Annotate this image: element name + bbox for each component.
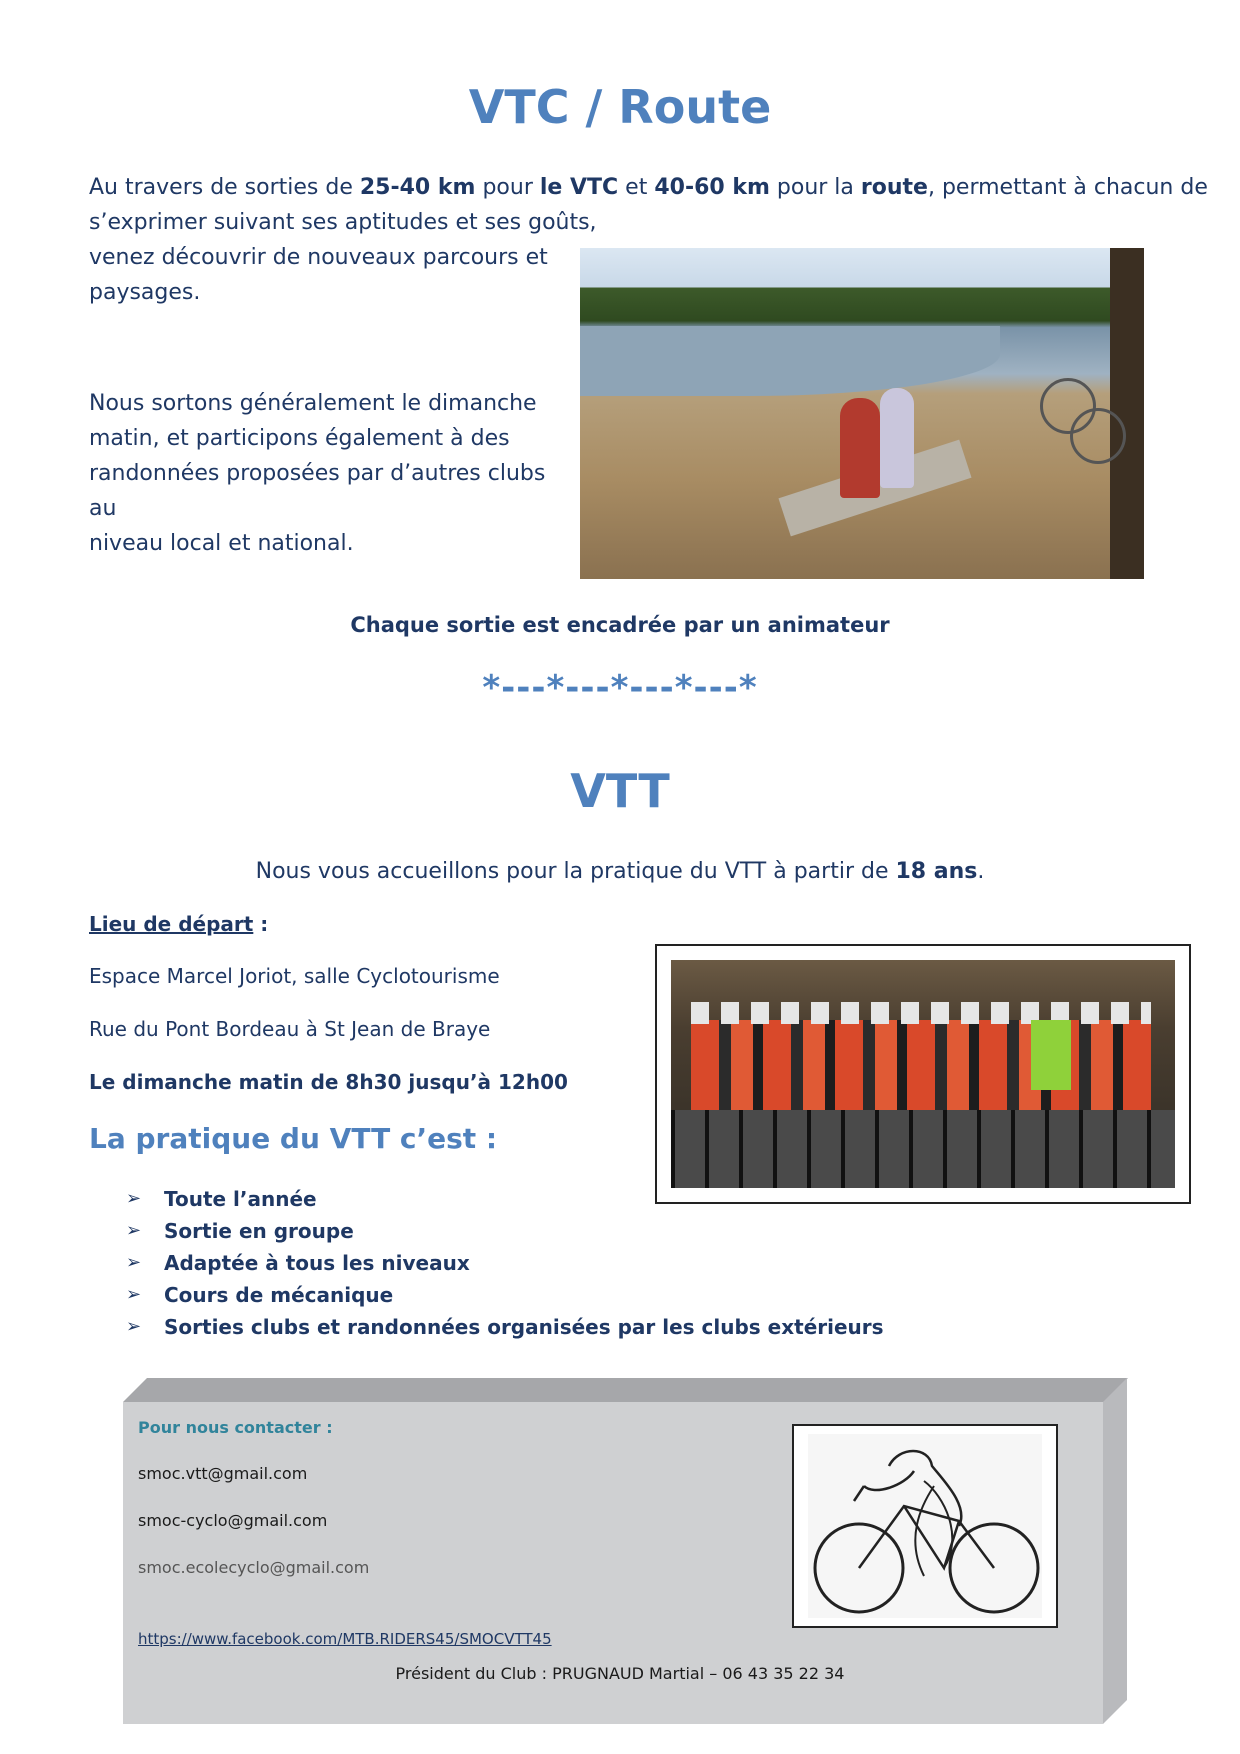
arrow-icon: ➢ xyxy=(126,1252,142,1273)
contact-label: Pour nous contacter : xyxy=(138,1418,333,1437)
list-item-label: Toute l’année xyxy=(164,1187,317,1211)
accueil-age: 18 ans xyxy=(895,859,978,884)
list-item xyxy=(126,1279,884,1311)
para2-line-3: randonnées proposées par d’autres clubs au xyxy=(89,461,546,521)
email-ecolecyclo[interactable]: smoc.ecolecyclo@gmail.com xyxy=(138,1558,370,1577)
accueil-end: . xyxy=(977,859,985,884)
intro-text-4: pour la xyxy=(769,175,861,200)
para2-line-1: Nous sortons généralement le dimanche xyxy=(89,391,537,416)
intro-distance-vtc: 25-40 km xyxy=(359,175,476,200)
intro-text-5: , permettant à chacun de xyxy=(927,175,1208,200)
list-item xyxy=(126,1215,884,1247)
email-vtt[interactable]: smoc.vtt@gmail.com xyxy=(138,1464,308,1483)
bikes-row xyxy=(671,1110,1175,1188)
intro-text-3: et xyxy=(618,175,655,200)
cyclist-drawing-frame xyxy=(792,1424,1058,1628)
lieu-line-1: Espace Marcel Joriot, salle Cyclotourisme xyxy=(89,964,500,988)
bike-wheel-rear xyxy=(1070,408,1126,464)
lieu-label: Lieu de départ xyxy=(89,912,254,936)
pratique-title: La pratique du VTT c’est : xyxy=(89,1122,498,1155)
list-item-label: Adaptée à tous les niveaux xyxy=(164,1251,470,1275)
list-item xyxy=(126,1183,884,1215)
contact-box-top xyxy=(123,1378,1128,1402)
intro-line-2: s’exprimer suivant ses aptitudes et ses goûts, xyxy=(89,210,597,235)
cyclist-icon xyxy=(794,1426,1056,1626)
pratique-list xyxy=(126,1183,884,1343)
list-item xyxy=(126,1311,884,1343)
facebook-link[interactable]: https://www.facebook.com/MTB.RIDERS45/SMOCVTT45 xyxy=(138,1630,552,1648)
para2-line-2: matin, et participons également à des xyxy=(89,426,510,451)
intro-distance-route: 40-60 km xyxy=(654,175,770,200)
vtt-title: VTT xyxy=(570,764,670,818)
accueil-text: Nous vous accueillons pour la pratique du VTT à partir de xyxy=(255,859,896,884)
rider-green xyxy=(1031,1020,1071,1090)
arrow-icon: ➢ xyxy=(126,1284,142,1305)
person-red xyxy=(840,398,880,498)
lake-water xyxy=(580,326,1000,396)
group-photo xyxy=(671,960,1175,1188)
riders-jackets xyxy=(691,1020,1151,1110)
arrow-icon: ➢ xyxy=(126,1188,142,1209)
intro-route: route xyxy=(860,175,928,200)
intro-text-2: pour xyxy=(475,175,540,200)
encadre-text: Chaque sortie est encadrée par un animateur xyxy=(350,613,890,637)
riders-helmets xyxy=(691,1002,1151,1024)
horaire: Le dimanche matin de 8h30 jusqu’à 12h00 xyxy=(89,1070,568,1094)
list-item-label: Sorties clubs et randonnées organisées par les clubs extérieurs xyxy=(164,1315,884,1339)
group-photo-frame xyxy=(655,944,1191,1204)
list-item-label: Sortie en groupe xyxy=(164,1219,354,1243)
intro-line-4: paysages. xyxy=(89,280,201,305)
lake-bench-photo xyxy=(580,248,1144,579)
president: Président du Club : PRUGNAUD Martial – 06 43 35 22 34 xyxy=(395,1664,845,1683)
vtc-title: VTC / Route xyxy=(468,80,772,134)
separator: *---*---*---*---* xyxy=(482,668,758,708)
para2-line-4: niveau local et national. xyxy=(89,531,354,556)
list-item-label: Cours de mécanique xyxy=(164,1283,394,1307)
intro-text-1: Au travers de sorties de xyxy=(89,175,360,200)
list-item xyxy=(126,1247,884,1279)
lieu-line-2: Rue du Pont Bordeau à St Jean de Braye xyxy=(89,1017,491,1041)
intro-vtc: le VTC xyxy=(539,175,619,200)
arrow-icon: ➢ xyxy=(126,1316,142,1337)
email-cyclo[interactable]: smoc-cyclo@gmail.com xyxy=(138,1511,328,1530)
intro-line-3: venez découvrir de nouveaux parcours et xyxy=(89,245,548,270)
lieu-depart xyxy=(89,912,268,936)
arrow-icon: ➢ xyxy=(126,1220,142,1241)
vtc-para-2 xyxy=(89,386,569,561)
lieu-colon: : xyxy=(253,912,269,936)
person-light xyxy=(880,388,914,488)
vtt-accueil xyxy=(0,854,1240,889)
